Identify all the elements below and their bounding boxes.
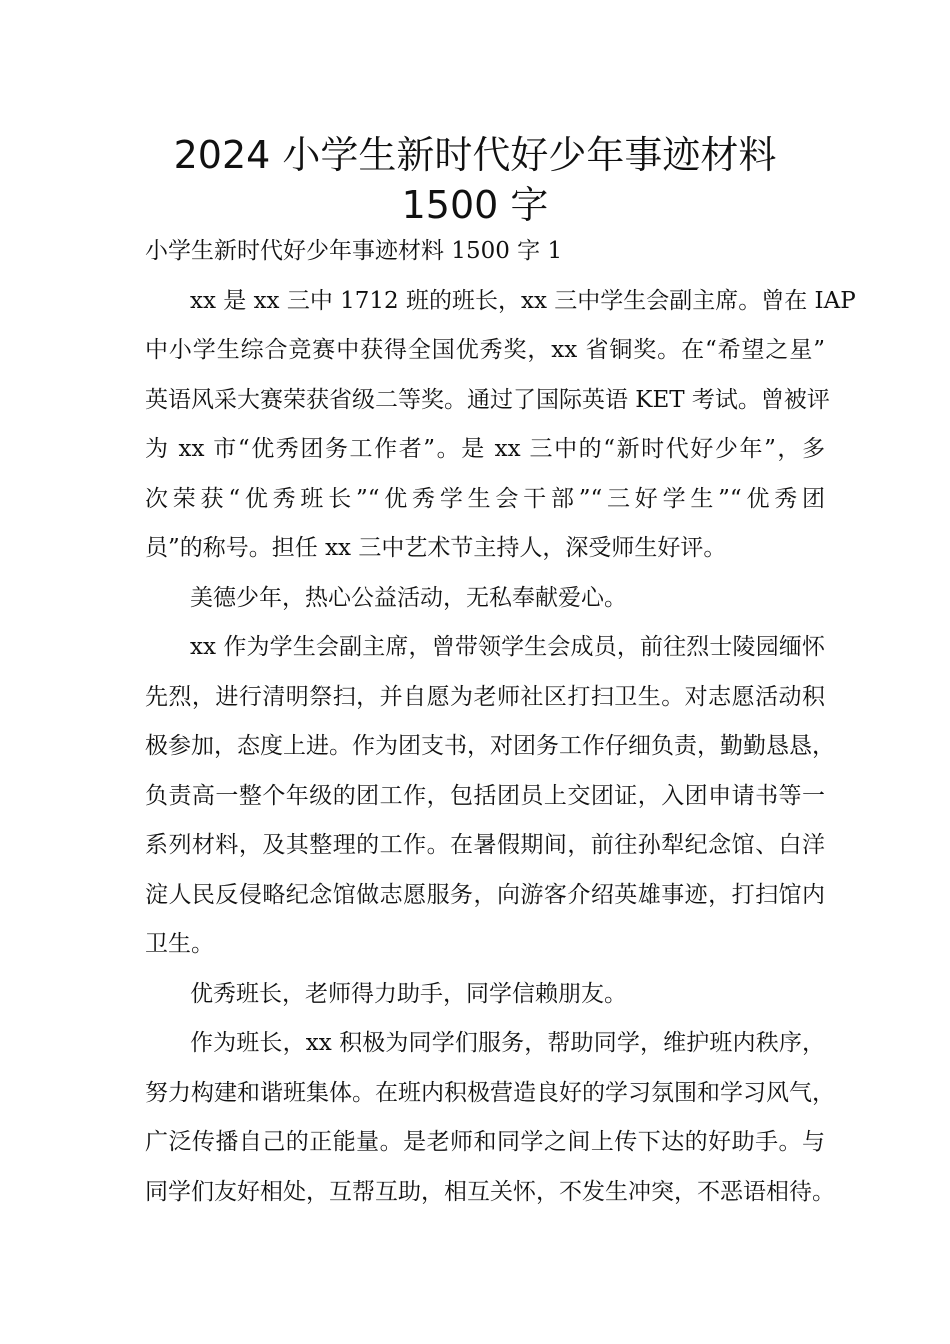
body-line: 努力构建和谐班集体。在班内积极营造良好的学习氛围和学习风气， <box>145 1080 835 1106</box>
document-title-line-2: 1500 字 <box>401 183 549 227</box>
body-line: 员”的称号。担任 xx 三中艺术节主持人，深受师生好评。 <box>145 535 727 561</box>
body-line: xx 是 xx 三中 1712 班的班长，xx 三中学生会副主席。曾在 IAP <box>190 288 856 314</box>
body-line: 卫生。 <box>145 931 214 957</box>
section-heading: 美德少年，热心公益活动，无私奉献爱心。 <box>190 585 627 611</box>
body-line: 广泛传播自己的正能量。是老师和同学之间上传下达的好助手。与 <box>145 1129 825 1155</box>
body-line: 负责高一整个年级的团工作，包括团员上交团证，入团申请书等一 <box>145 783 825 809</box>
body-line: 为 xx 市“优秀团务工作者”。是 xx 三中的“新时代好少年”，多 <box>145 436 825 462</box>
body-line: 中小学生综合竞赛中获得全国优秀奖，xx 省铜奖。在“希望之星” <box>145 337 825 363</box>
body-line: 次荣获“优秀班长”“优秀学生会干部”“三好学生”“优秀团 <box>145 486 825 512</box>
body-line: xx 作为学生会副主席，曾带领学生会成员，前往烈士陵园缅怀 <box>190 634 825 660</box>
section-heading: 优秀班长，老师得力助手，同学信赖朋友。 <box>190 981 627 1007</box>
body-line: 作为班长，xx 积极为同学们服务，帮助同学，维护班内秩序， <box>190 1030 825 1056</box>
body-line: 同学们友好相处，互帮互助，相互关怀，不发生冲突，不恶语相待。 <box>145 1179 835 1205</box>
body-line: 系列材料，及其整理的工作。在暑假期间，前往孙犁纪念馆、白洋 <box>145 832 825 858</box>
body-line: 极参加，态度上进。作为团支书，对团务工作仔细负责，勤勤恳恳， <box>145 733 835 759</box>
body-line: 英语风采大赛荣获省级二等奖。通过了国际英语 KET 考试。曾被评 <box>145 387 830 413</box>
document-subtitle: 小学生新时代好少年事迹材料 1500 字 1 <box>145 238 563 264</box>
document-title-line-1: 2024 小学生新时代好少年事迹材料 <box>173 133 777 177</box>
body-line: 淀人民反侵略纪念馆做志愿服务，向游客介绍英雄事迹，打扫馆内 <box>145 882 825 908</box>
body-line: 先烈，进行清明祭扫，并自愿为老师社区打扫卫生。对志愿活动积 <box>145 684 825 710</box>
